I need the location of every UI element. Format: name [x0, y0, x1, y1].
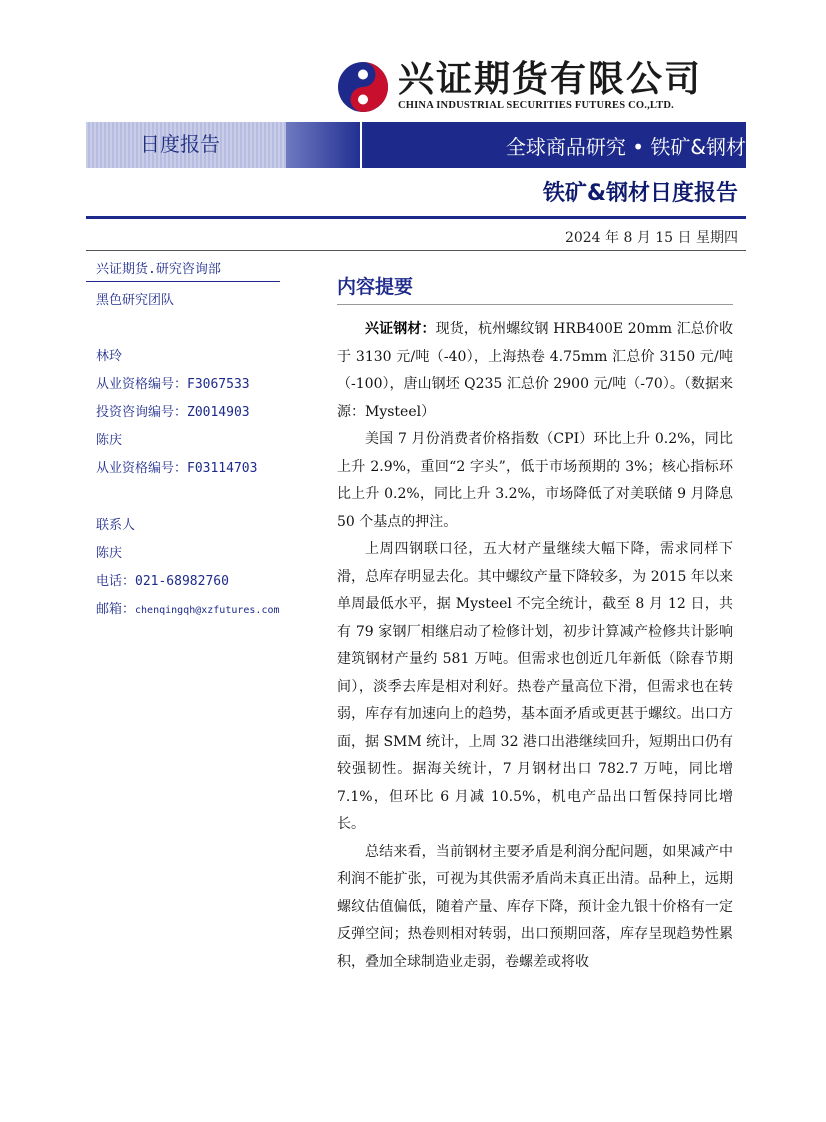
- title-rule: [86, 216, 746, 219]
- analyst-name: 陈庆: [96, 433, 123, 448]
- sidebar-rule: [86, 281, 280, 282]
- research-category-label: 全球商品研究 • 铁矿&钢材: [505, 135, 746, 159]
- analyst-qualification: 从业资格编号：F03114703: [96, 461, 258, 476]
- department-name: 兴证期货.研究咨询部: [96, 262, 221, 277]
- paragraph-text: 现货，杭州螺纹钢 HRB400E 20mm 汇总价收于 3130 元/吨（-40），上海热卷 4.75mm 汇总价 3150 元/吨（-100），唐山钢坯 Q235 汇总价 2900 元/吨（-70）。（数据来源：Mysteel）: [337, 321, 733, 420]
- company-name-cn: 兴证期货有限公司: [398, 59, 703, 100]
- report-date: 2024 年 8 月 15 日 星期四: [564, 230, 738, 246]
- banner-divider: [360, 122, 362, 168]
- summary-body: [337, 316, 733, 976]
- summary-paragraph: 美国 7 月份消费者价格指数（CPI）环比上升 0.2%，同比上升 2.9%，重回“2 字头”，低于市场预期的 3%；核心指标环比上升 0.2%，同比上升 3.2%，市场降低了对美联储 9 月降息 50 个基点的押注。: [337, 431, 733, 530]
- report-type-label: 日度报告: [140, 132, 220, 156]
- summary-paragraph: [337, 316, 733, 426]
- analyst-name: 林玲: [96, 349, 123, 364]
- contact-phone: 电话：021-68982760: [96, 574, 229, 589]
- company-name-en: CHINA INDUSTRIAL SECURITIES FUTURES CO.,LTD.: [398, 100, 674, 111]
- summary-paragraph: 总结来看，当前钢材主要矛盾是利润分配问题，如果减产中利润不能扩张，可视为其供需矛盾尚未真正出清。品种上，远期螺纹估值偏低，随着产量、库存下降，预计金九银十价格有一定反弹空间；热卷则相对转弱，出口预期回落，库存呈现趋势性累积，叠加全球制造业走弱，卷螺差或将收: [337, 843, 733, 970]
- company-logo-mark-icon: [336, 60, 390, 114]
- email-label: 邮箱：: [96, 602, 136, 617]
- banner-gradient: [286, 122, 366, 168]
- summary-heading: 内容提要: [337, 276, 414, 298]
- contact-name: 陈庆: [96, 546, 123, 561]
- lead-label: 兴证钢材：: [365, 321, 436, 337]
- email-link[interactable]: chenqingqh@xzfutures.com: [135, 605, 280, 616]
- analyst-investment-id: 投资咨询编号：Z0014903: [96, 405, 250, 420]
- contact-label: 联系人: [96, 518, 136, 533]
- contact-email-row: [96, 598, 280, 617]
- document-title: 铁矿&钢材日度报告: [542, 181, 738, 206]
- summary-rule: [337, 304, 733, 305]
- company-logo: [336, 60, 736, 116]
- date-rule: [86, 250, 746, 251]
- analyst-qualification: 从业资格编号：F3067533: [96, 377, 250, 392]
- summary-paragraph: 上周四钢联口径，五大材产量继续大幅下降，需求同样下滑，总库存明显去化。其中螺纹产量下降较多，为 2015 年以来单周最低水平，据 Mysteel 不完全统计，截至 8 月 12 日，共有 79 家钢厂相继启动了检修计划，初步计算减产检修共计影响建筑钢材产量约 581 万吨。但需求也创近几年新低（除春节期间），淡季去库是相对利好。热卷产量高位下滑，但需求也在转弱，库存有加速向上的趋势，基本面矛盾或更甚于螺纹。出口方面，据 SMM 统计，上周 32 港口出港继续回升，短期出口仍有较强韧性。据海关统计，7 月钢材出口 782.7 万吨，同比增 7.1%，但环比 6 月减 10.5%，机电产品出口暂保持同比增长。: [337, 541, 733, 832]
- team-name: 黑色研究团队: [96, 293, 175, 308]
